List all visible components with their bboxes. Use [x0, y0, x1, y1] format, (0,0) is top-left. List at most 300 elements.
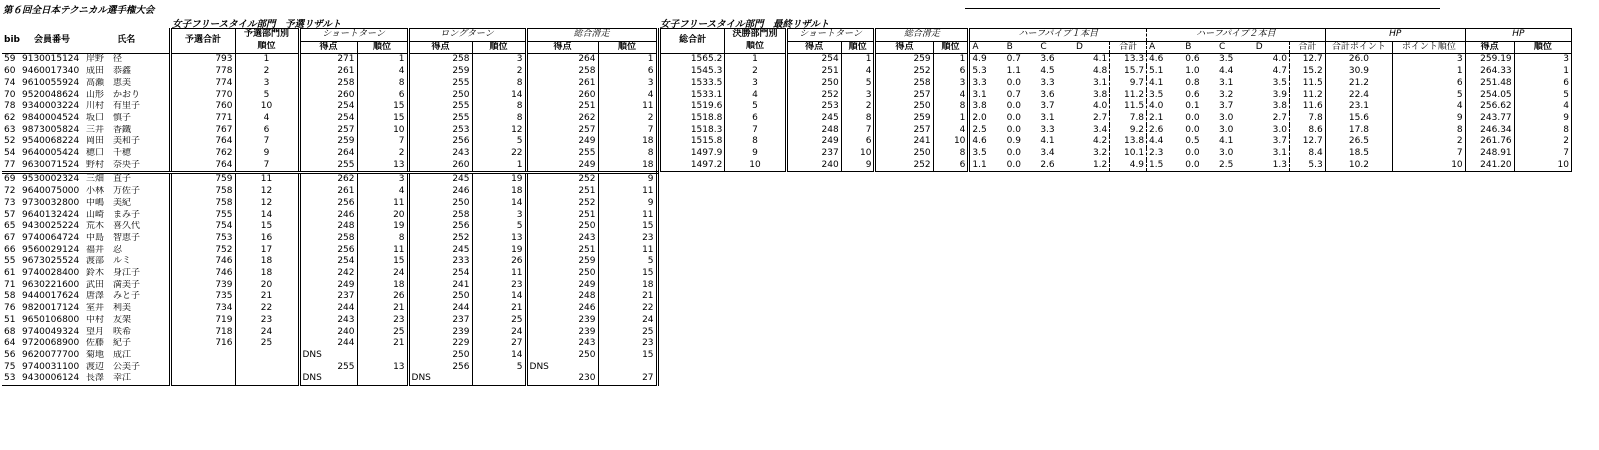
cell-o: 262: [526, 113, 598, 125]
cell-total: 793: [170, 54, 235, 66]
cell-member: 9430025224: [22, 221, 80, 232]
cell-member: 9430006124: [20, 373, 84, 385]
cell-s: 245: [786, 113, 841, 125]
cell-t2: 8.4: [1289, 148, 1325, 160]
cell-l: 245: [408, 173, 472, 186]
cell-sr: 13: [357, 362, 408, 374]
cell-bib: 64: [4, 338, 16, 349]
cell-rank: 25: [235, 338, 299, 350]
cell-b1: 0.0: [1006, 112, 1021, 123]
cell-rank: 24: [235, 327, 299, 339]
cell-lr: 1: [472, 160, 526, 173]
col-final-rank-l1: 決勝部門別: [725, 29, 786, 42]
cell-o: 252: [875, 160, 933, 172]
cell-sr: 4: [841, 66, 875, 78]
cell-t1: 10.1: [1110, 148, 1147, 160]
cell-sr: 8: [357, 78, 408, 90]
cell-member: 9130015124: [22, 54, 80, 65]
cell-rank: 6: [235, 125, 299, 137]
cell-rank: 1: [725, 54, 786, 66]
cell-s: 253: [786, 101, 841, 113]
cell-s: 258: [299, 78, 357, 90]
cell-a1: 5.3: [969, 66, 1005, 78]
table-row: [2, 233, 657, 245]
cell-pr: 2: [1514, 136, 1571, 148]
cell-o: 252: [526, 173, 598, 186]
cell-lr: 14: [472, 350, 526, 362]
cell-a1: 3.1: [969, 90, 1005, 102]
cell-b2: 0.0: [1183, 160, 1217, 172]
cell-sr: 15: [357, 256, 408, 268]
cell-l: 246: [408, 186, 472, 198]
cell-s: 256: [299, 245, 357, 257]
table-row: [2, 291, 657, 303]
cell-d1: 4.1: [1092, 54, 1108, 65]
cell-or: 1: [933, 54, 969, 66]
cell-sr: 2: [841, 101, 875, 113]
cell-name: 中島 智恵子: [86, 232, 141, 243]
table-row: [2, 113, 657, 125]
cell-s: 260: [299, 90, 357, 102]
cell-o: 243: [526, 233, 598, 245]
cell-s: 250: [786, 78, 841, 90]
cell-p: 243.77: [1465, 113, 1514, 125]
cell-b2: 1.0: [1185, 66, 1200, 77]
table-row: [2, 268, 657, 280]
cell-l: 259: [408, 66, 472, 78]
cell-bib: 63: [4, 124, 16, 135]
cell-name: 鈴木 身江子: [86, 268, 141, 279]
col-hp1-b: B: [1005, 41, 1039, 54]
cell-rank: [235, 362, 299, 374]
cell-total: 1533.1: [661, 90, 725, 102]
cell-lr: 8: [472, 78, 526, 90]
cell-hpr: 2: [1393, 136, 1466, 148]
cell-a2: 2.3: [1147, 148, 1184, 160]
cell-o: 257: [526, 125, 598, 137]
cell-sr: 5: [841, 78, 875, 90]
cell-or: 8: [598, 148, 657, 160]
cell-rank: 6: [725, 113, 786, 125]
cell-lr: 18: [472, 186, 526, 198]
cell-s: 252: [786, 90, 841, 102]
cell-or: 15: [598, 268, 657, 280]
cell-sr: 25: [357, 327, 408, 339]
cell-bib: 77: [2, 160, 20, 173]
cell-l: 255: [408, 78, 472, 90]
cell-o: 249: [526, 136, 598, 148]
cell-member: 9630071524: [20, 160, 84, 173]
cell-o: 258: [875, 78, 933, 90]
cell-s: 254: [299, 256, 357, 268]
cell-s: 254: [786, 54, 841, 66]
cell-l: 255: [408, 101, 472, 113]
cell-total: 753: [170, 233, 235, 245]
cell-l: 252: [408, 233, 472, 245]
cell-t1: 9.2: [1110, 125, 1147, 137]
cell-b1: 0.9: [1006, 136, 1021, 147]
cell-or: 4: [598, 90, 657, 102]
table-row: [661, 54, 1572, 66]
cell-or: 18: [598, 136, 657, 148]
cell-d1: 4.2: [1092, 136, 1108, 147]
table-row: [2, 327, 657, 339]
cell-o: 261: [526, 78, 598, 90]
cell-hpr: 1: [1393, 66, 1466, 78]
cell-bib: 65: [4, 221, 16, 232]
cell-d2: 4.0: [1272, 54, 1287, 65]
col-overall-score: 得点: [526, 41, 598, 54]
cell-t2: 5.3: [1289, 160, 1325, 172]
cell-rank: 18: [235, 256, 299, 268]
cell-rank: 16: [235, 233, 299, 245]
col-hp2-a: A: [1147, 41, 1184, 54]
col-hp-points-rank: ポイント順位: [1393, 41, 1466, 54]
prelim-results-table: [2, 28, 659, 386]
cell-member: 9840004524: [22, 112, 80, 123]
cell-d2: 4.7: [1272, 66, 1287, 77]
cell-or: 11: [598, 101, 657, 113]
cell-a1: 1.1: [969, 160, 1005, 172]
cell-name: 長澤 幸江: [84, 373, 170, 385]
cell-lr: 19: [472, 173, 526, 186]
cell-sr: 18: [357, 280, 408, 292]
cell-total: 758: [170, 198, 235, 210]
cell-total: 1518.8: [661, 113, 725, 125]
cell-bib: 76: [4, 303, 16, 314]
cell-lr: 14: [472, 90, 526, 102]
cell-p: 254.05: [1465, 90, 1514, 102]
cell-l: 258: [408, 210, 472, 222]
col-hp-points-group: HP: [1325, 29, 1465, 42]
cell-a2: 2.1: [1147, 113, 1184, 125]
cell-or: 1: [598, 54, 657, 66]
cell-total: 771: [170, 113, 235, 125]
cell-total: 719: [170, 315, 235, 327]
col-prelim-total: 予選合計: [170, 29, 235, 54]
col-hp-run1: ハーフパイプ１本目: [969, 29, 1147, 42]
cell-sr: 9: [841, 160, 875, 172]
cell-bib: 66: [4, 244, 16, 255]
col-hp-score: 得点: [1465, 41, 1514, 54]
cell-sr: 1: [841, 54, 875, 66]
cell-total: 716: [170, 338, 235, 350]
table-row: [2, 256, 657, 268]
table-row: [2, 198, 657, 210]
cell-hp: 23.1: [1325, 101, 1392, 113]
cell-sr: 8: [357, 233, 408, 245]
cell-name: 渡部 ルミ: [86, 256, 132, 267]
cell-rank: 4: [235, 113, 299, 125]
table-row: [2, 210, 657, 222]
cell-bib: 62: [4, 112, 16, 123]
table-row: [2, 125, 657, 137]
cell-o: 259: [875, 54, 933, 66]
cell-o: 252: [875, 66, 933, 78]
cell-total: 1515.8: [661, 136, 725, 148]
cell-l: 256: [408, 362, 472, 374]
cell-or: 11: [598, 245, 657, 257]
cell-or: 6: [933, 160, 969, 172]
cell-hpr: 9: [1393, 113, 1466, 125]
cell-name: 佐藤 紀子: [86, 338, 132, 349]
cell-t2: 12.7: [1289, 136, 1325, 148]
table-row: [2, 173, 657, 186]
cell-rank: 3: [725, 78, 786, 90]
cell-s: 255: [299, 160, 357, 173]
table-row: [661, 125, 1572, 137]
cell-b1: 0.7: [1006, 54, 1021, 65]
cell-lr: 8: [472, 113, 526, 125]
cell-s: 249: [299, 280, 357, 292]
cell-pr: 6: [1514, 78, 1571, 90]
cell-p: 256.62: [1465, 101, 1514, 113]
cell-name: 室井 利美: [86, 303, 132, 314]
cell-lr: 25: [472, 315, 526, 327]
cell-s: 248: [299, 221, 357, 233]
table-row: [2, 362, 657, 374]
cell-hp: 30.9: [1325, 66, 1392, 78]
cell-o: 257: [875, 125, 933, 137]
cell-a1: 4.6: [969, 136, 1005, 148]
cell-or: 2: [598, 113, 657, 125]
cell-member: 9673025524: [22, 256, 80, 267]
cell-c2: 3.2: [1218, 89, 1234, 100]
cell-or: 5: [598, 256, 657, 268]
cell-sr: 11: [357, 245, 408, 257]
cell-s: 255: [299, 362, 357, 374]
cell-member: 9440017624: [22, 291, 80, 302]
cell-rank: 8: [725, 136, 786, 148]
col-hp-final-group: HP: [1465, 29, 1571, 42]
cell-sr: 8: [841, 113, 875, 125]
cell-hpr: 7: [1393, 148, 1466, 160]
col-hp1-d: D: [1074, 41, 1110, 54]
cell-member: 9873005824: [22, 124, 80, 135]
cell-hp: 15.6: [1325, 113, 1392, 125]
cell-p: 259.19: [1465, 54, 1514, 66]
cell-b1: 1.1: [1006, 66, 1021, 77]
cell-d2: 3.0: [1272, 124, 1287, 135]
cell-lr: 23: [472, 280, 526, 292]
cell-d2: 3.7: [1272, 136, 1287, 147]
cell-total: 760: [170, 101, 235, 113]
cell-total: 718: [170, 327, 235, 339]
table-row: [2, 280, 657, 292]
cell-d2: 3.5: [1272, 77, 1287, 88]
cell-l: 250: [408, 198, 472, 210]
cell-member: 9720068900: [22, 338, 80, 349]
cell-name: 成田 恭鑫: [86, 66, 132, 77]
table-row: [661, 113, 1572, 125]
final-section-title: 女子フリースタイル部門 最終リザルト: [660, 19, 830, 30]
cell-p: 241.20: [1465, 160, 1514, 172]
cell-s: 257: [299, 125, 357, 137]
cell-name: 穂口 千穂: [86, 148, 132, 159]
cell-d2: 2.7: [1272, 112, 1287, 123]
cell-bib: 55: [4, 256, 16, 267]
cell-t1: 11.2: [1110, 90, 1147, 102]
cell-d1: 1.2: [1074, 160, 1110, 172]
cell-rank: 2: [235, 66, 299, 78]
col-hp2-b: B: [1183, 41, 1217, 54]
cell-bib: 70: [4, 89, 16, 100]
cell-t1: 9.7: [1110, 78, 1147, 90]
cell-o: 259: [875, 113, 933, 125]
cell-name: 唐澤 みと子: [86, 291, 141, 302]
cell-total: 746: [170, 268, 235, 280]
cell-o: 251: [526, 210, 598, 222]
cell-or: 4: [933, 125, 969, 137]
cell-o: 249: [526, 160, 598, 173]
cell-d2: 3.9: [1272, 89, 1287, 100]
cell-rank: 2: [725, 66, 786, 78]
cell-b1: 0.0: [1005, 160, 1039, 172]
cell-total: 1533.5: [661, 78, 725, 90]
cell-rank: 4: [725, 90, 786, 102]
cell-or: 23: [598, 338, 657, 350]
cell-sr: [357, 350, 408, 362]
col-short-rank: 順位: [357, 41, 408, 54]
table-row: [661, 66, 1572, 78]
cell-or: 11: [598, 186, 657, 198]
cell-b2: 0.0: [1185, 124, 1200, 135]
cell-bib: 53: [2, 373, 20, 385]
cell-or: 7: [598, 125, 657, 137]
cell-a1: 2.0: [969, 113, 1005, 125]
cell-b1: 0.7: [1006, 89, 1021, 100]
cell-o: 241: [875, 136, 933, 148]
cell-c2: 3.0: [1218, 148, 1234, 159]
cell-rank: 11: [235, 173, 299, 186]
cell-lr: 3: [472, 54, 526, 66]
cell-a2: 4.6: [1147, 54, 1184, 66]
cell-sr: 23: [357, 315, 408, 327]
cell-total: 778: [170, 66, 235, 78]
cell-sr: 7: [841, 125, 875, 137]
cell-hp: 10.2: [1325, 160, 1392, 172]
cell-bib: 72: [4, 186, 16, 197]
cell-or: 9: [598, 198, 657, 210]
cell-sr: 15: [357, 113, 408, 125]
cell-o: 252: [526, 198, 598, 210]
cell-l: DNS: [408, 373, 472, 385]
cell-or: 3: [598, 78, 657, 90]
cell-total: 734: [170, 303, 235, 315]
cell-or: 18: [598, 160, 657, 173]
table-row: [2, 101, 657, 113]
cell-lr: 5: [472, 221, 526, 233]
cell-rank: 5: [235, 90, 299, 102]
cell-member: 9640075000: [22, 186, 80, 197]
cell-rank: 7: [235, 160, 299, 173]
cell-sr: 19: [357, 221, 408, 233]
cell-member: 9740049324: [22, 326, 80, 337]
cell-d2: 1.3: [1254, 160, 1290, 172]
cell-bib: 73: [4, 197, 16, 208]
cell-b2: 0.0: [1185, 112, 1200, 123]
cell-p: 261.76: [1465, 136, 1514, 148]
cell-t1: 11.5: [1110, 101, 1147, 113]
cell-pr: 10: [1514, 160, 1571, 172]
cell-a1: 4.9: [969, 54, 1005, 66]
cell-t1: 13.8: [1110, 136, 1147, 148]
cell-or: 8: [933, 101, 969, 113]
cell-c2: 3.5: [1218, 54, 1234, 65]
col-final-short-rank: 順位: [841, 41, 875, 54]
cell-name: 荒木 喜久代: [86, 221, 141, 232]
cell-total: [170, 362, 235, 374]
cell-total: 1497.2: [661, 160, 725, 172]
cell-a2: 4.1: [1147, 78, 1184, 90]
cell-rank: 7: [725, 125, 786, 137]
cell-sr: 13: [357, 160, 408, 173]
cell-lr: [472, 373, 526, 385]
cell-lr: 19: [472, 245, 526, 257]
cell-total: 774: [170, 78, 235, 90]
cell-c1: 3.1: [1040, 112, 1055, 123]
cell-d1: 4.0: [1092, 101, 1108, 112]
col-final-total: 総合計: [661, 29, 725, 54]
cell-name: 中村 友架: [86, 314, 132, 325]
cell-s: 246: [299, 210, 357, 222]
cell-name: 岸野 径: [86, 54, 123, 65]
cell-name: 三畑 直子: [86, 174, 132, 185]
cell-hpr: 5: [1393, 90, 1466, 102]
cell-lr: 14: [472, 291, 526, 303]
table-row: [2, 54, 657, 66]
cell-o: 264: [526, 54, 598, 66]
cell-sr: 21: [357, 338, 408, 350]
cell-hp: 21.2: [1325, 78, 1392, 90]
cell-s: 240: [786, 160, 841, 172]
cell-hpr: 3: [1393, 54, 1466, 66]
cell-b2: 0.1: [1185, 101, 1200, 112]
cell-name: 三井 香鐵: [86, 124, 132, 135]
cell-s: 244: [299, 303, 357, 315]
cell-member: 9530002324: [22, 174, 80, 185]
cell-t2: 15.2: [1289, 66, 1325, 78]
table-row: [2, 245, 657, 257]
cell-bib: 56: [4, 349, 16, 360]
cell-member: 9560029124: [22, 244, 80, 255]
cell-bib: 68: [4, 326, 16, 337]
cell-total: 755: [170, 210, 235, 222]
cell-d1: 3.2: [1092, 148, 1108, 159]
cell-bib: 75: [4, 361, 16, 372]
cell-pr: 7: [1514, 148, 1571, 160]
cell-d2: 3.8: [1272, 101, 1287, 112]
cell-rank: 7: [235, 136, 299, 148]
cell-hp: 17.8: [1325, 125, 1392, 137]
cell-s: 254: [299, 101, 357, 113]
cell-t1: 4.9: [1110, 160, 1147, 172]
cell-total: 1518.3: [661, 125, 725, 137]
prelim-section-title: 女子フリースタイル部門 予選リザルト: [172, 19, 342, 30]
col-final-overall-rank: 順位: [933, 41, 969, 54]
col-hp2-c: C: [1217, 41, 1254, 54]
cell-hp: 26.0: [1325, 54, 1392, 66]
cell-bib: 67: [4, 232, 16, 243]
cell-total: [170, 373, 235, 385]
cell-total: 739: [170, 280, 235, 292]
cell-t2: 7.8: [1289, 113, 1325, 125]
cell-total: 767: [170, 125, 235, 137]
cell-b1: 0.0: [1006, 148, 1021, 159]
col-member-no: 会員番号: [20, 29, 84, 54]
table-row: [661, 101, 1572, 113]
cell-rank: 3: [235, 78, 299, 90]
